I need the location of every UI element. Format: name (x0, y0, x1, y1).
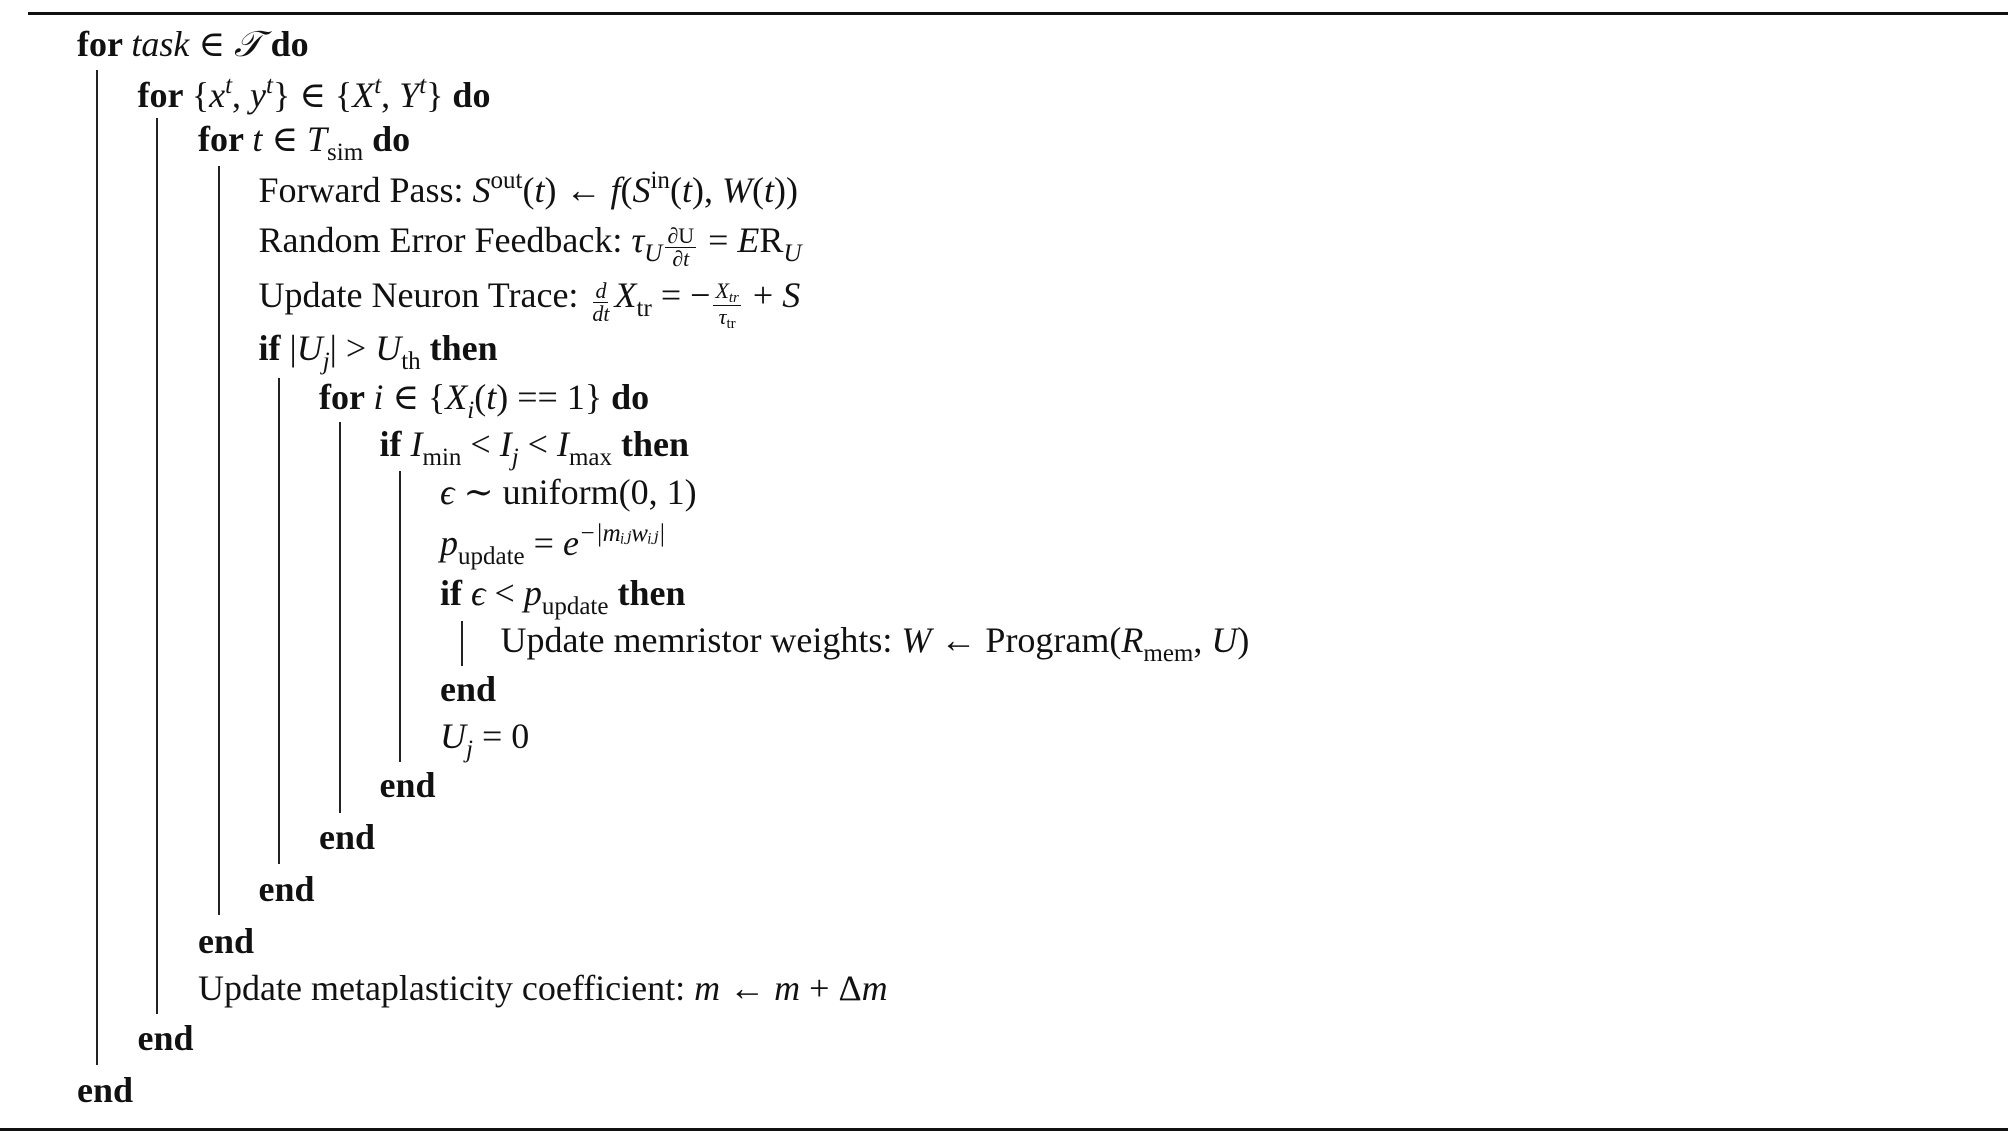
text: ∈ { (383, 377, 446, 417)
algorithm-line (259, 277, 801, 332)
keyword: then (420, 328, 498, 368)
subscript: th (401, 348, 421, 375)
math-symbol: t (486, 377, 497, 417)
text: | > (329, 328, 376, 368)
text: ∈ (262, 119, 307, 159)
text: = − (651, 275, 711, 315)
text: } (426, 75, 453, 115)
math-symbol: p (523, 573, 542, 613)
algorithm-line (259, 222, 802, 270)
keyword: for (137, 75, 192, 115)
superscript: t (225, 72, 233, 99)
algorithm-line (138, 73, 491, 113)
algorithm-line (319, 819, 375, 855)
algorithm-line (77, 1072, 133, 1108)
subscript: U (783, 240, 802, 267)
algorithm-line (138, 1020, 194, 1056)
algorithm-line (440, 575, 685, 619)
math-symbol: dt (592, 300, 610, 326)
subscript: update (458, 543, 525, 570)
keyword: end (198, 921, 255, 961)
text: ← Program( (931, 620, 1122, 660)
text: = (524, 523, 563, 563)
math-symbol: X (445, 377, 468, 417)
text: ) == 1} (496, 377, 612, 417)
math-symbol: I (499, 424, 512, 464)
keyword: do (611, 377, 650, 417)
keyword: do (261, 24, 309, 64)
math-symbol: 𝒯 (233, 24, 262, 64)
math-symbol: t (681, 170, 692, 210)
block-indent-bar (96, 70, 98, 1065)
math-symbol: m (694, 968, 721, 1008)
superscript: t (266, 72, 273, 99)
math-symbol: τ (631, 220, 645, 260)
text: + (743, 275, 783, 315)
algorithm-line (440, 521, 665, 569)
text: ( (522, 170, 535, 210)
text: Random Error Feedback: (258, 220, 632, 260)
algorithm-line (198, 970, 888, 1006)
text: ( (669, 170, 682, 210)
math-symbol: E (737, 220, 760, 260)
text: < (461, 424, 500, 464)
math-symbol: U (440, 716, 466, 756)
text: ∼ uniform(0, 1) (454, 472, 697, 512)
text: R (759, 220, 784, 260)
text: , (381, 75, 400, 115)
math-symbol: U (296, 328, 323, 368)
text: < (485, 573, 524, 613)
text: , (1193, 620, 1212, 660)
subscript: mem (1143, 640, 1194, 667)
superscript: in (650, 167, 670, 194)
text: ( (751, 170, 764, 210)
algorithm-line (259, 871, 315, 907)
text: ( (474, 377, 487, 417)
text: + Δ (800, 968, 862, 1008)
subscript: sim (327, 139, 364, 166)
block-indent-bar (278, 378, 280, 864)
fraction-numerator (665, 223, 696, 248)
fraction-denominator (670, 245, 691, 271)
math-symbol: W (901, 620, 932, 660)
algorithm-line (440, 718, 529, 762)
text: } ∈ { (272, 75, 353, 115)
math-symbol: U (375, 328, 402, 368)
math-symbol: X (614, 275, 637, 315)
text: | (289, 328, 297, 368)
keyword: end (440, 669, 497, 709)
math-symbol: I (556, 424, 569, 464)
subscript: i (467, 397, 475, 424)
keyword: then (608, 573, 686, 613)
text: Update memristor weights: (500, 620, 902, 660)
keyword: end (319, 817, 376, 857)
superscript: t (419, 72, 427, 99)
superscript: out (490, 167, 523, 194)
math-symbol: e (562, 523, 579, 563)
subscript: j (322, 348, 330, 375)
math-symbol: I (410, 424, 423, 464)
math-symbol: task (131, 24, 190, 64)
math-symbol: S (632, 170, 651, 210)
text: Update Neuron Trace: (258, 275, 588, 315)
math-symbol: f (610, 170, 621, 210)
subscript: update (541, 593, 609, 620)
algorithm-line (77, 26, 309, 62)
math-symbol: ϵ (440, 472, 455, 512)
keyword: if (379, 424, 411, 464)
top-rule (28, 12, 2008, 15)
fraction-denominator (590, 300, 611, 326)
text: )) (773, 170, 798, 210)
algorithm-line (380, 767, 436, 803)
subscript: j (511, 444, 519, 471)
math-symbol: y (250, 75, 267, 115)
math-symbol: t (763, 170, 774, 210)
algorithm-line (319, 379, 649, 423)
math-symbol: i (373, 377, 384, 417)
fraction-numerator (713, 278, 740, 306)
text: ) (1237, 620, 1250, 660)
text: ∈ (189, 24, 234, 64)
subscript: U (644, 240, 663, 267)
math-symbol: d (595, 278, 607, 303)
algorithm-line (259, 330, 498, 374)
text: , (232, 75, 251, 115)
text: Update metaplasticity coefficient: (198, 968, 695, 1008)
algorithm-line (440, 474, 697, 510)
subscript: tr (728, 290, 739, 306)
superscript: −|mᵢⱼwᵢⱼ| (578, 520, 666, 547)
fraction (713, 278, 740, 333)
math-symbol: m (861, 968, 888, 1008)
text: { (191, 75, 210, 115)
algorithm-line (259, 168, 798, 208)
keyword: end (379, 765, 436, 805)
keyword: end (77, 1070, 134, 1110)
text: ( (620, 170, 633, 210)
text: Forward Pass: (258, 170, 473, 210)
fraction (590, 278, 611, 326)
keyword: end (137, 1018, 194, 1058)
text: = 0 (472, 716, 530, 756)
keyword: then (612, 424, 690, 464)
subscript: j (466, 736, 473, 763)
math-symbol: m (774, 968, 801, 1008)
math-symbol: t (534, 170, 545, 210)
fraction-denominator (717, 306, 738, 331)
math-symbol: Y (399, 75, 420, 115)
fraction-numerator (593, 278, 608, 303)
text: ← (720, 968, 775, 1008)
algorithm-line (198, 121, 410, 165)
subscript: tr (636, 295, 652, 322)
math-symbol: S (782, 275, 801, 315)
keyword: do (452, 75, 491, 115)
block-indent-bar (461, 621, 463, 666)
keyword: end (258, 869, 315, 909)
text: ) ← (544, 170, 611, 210)
block-indent-bar (399, 471, 401, 762)
math-symbol: R (1121, 620, 1144, 660)
text: = (699, 220, 738, 260)
algorithm-line (380, 426, 690, 470)
math-symbol: U (1211, 620, 1238, 660)
math-symbol: x (209, 75, 226, 115)
text: < (518, 424, 557, 464)
math-symbol: X (715, 278, 729, 303)
subscript: tr (726, 316, 736, 333)
superscript: t (374, 72, 382, 99)
keyword: for (77, 24, 132, 64)
math-symbol: ϵ (471, 573, 486, 613)
algorithm-line (198, 923, 254, 959)
keyword: if (258, 328, 290, 368)
keyword: if (440, 573, 471, 613)
subscript: min (422, 444, 462, 471)
text: ), (691, 170, 722, 210)
math-symbol: ∂t (672, 245, 690, 271)
math-symbol: X (352, 75, 375, 115)
math-symbol: T (307, 119, 328, 159)
subscript: max (568, 444, 613, 471)
block-indent-bar (218, 166, 220, 915)
text: ∂U (667, 223, 695, 248)
algorithm-line (440, 671, 496, 707)
math-symbol: τ (718, 304, 727, 330)
math-symbol: p (440, 523, 458, 563)
keyword: do (363, 119, 411, 159)
math-symbol: t (252, 119, 263, 159)
bottom-rule (0, 1128, 2008, 1131)
keyword: for (198, 119, 253, 159)
math-symbol: S (472, 170, 491, 210)
math-symbol: W (721, 170, 752, 210)
algorithm-line (501, 622, 1250, 666)
keyword: for (319, 377, 374, 417)
block-indent-bar (156, 118, 158, 1014)
block-indent-bar (339, 422, 341, 813)
fraction (665, 223, 696, 271)
